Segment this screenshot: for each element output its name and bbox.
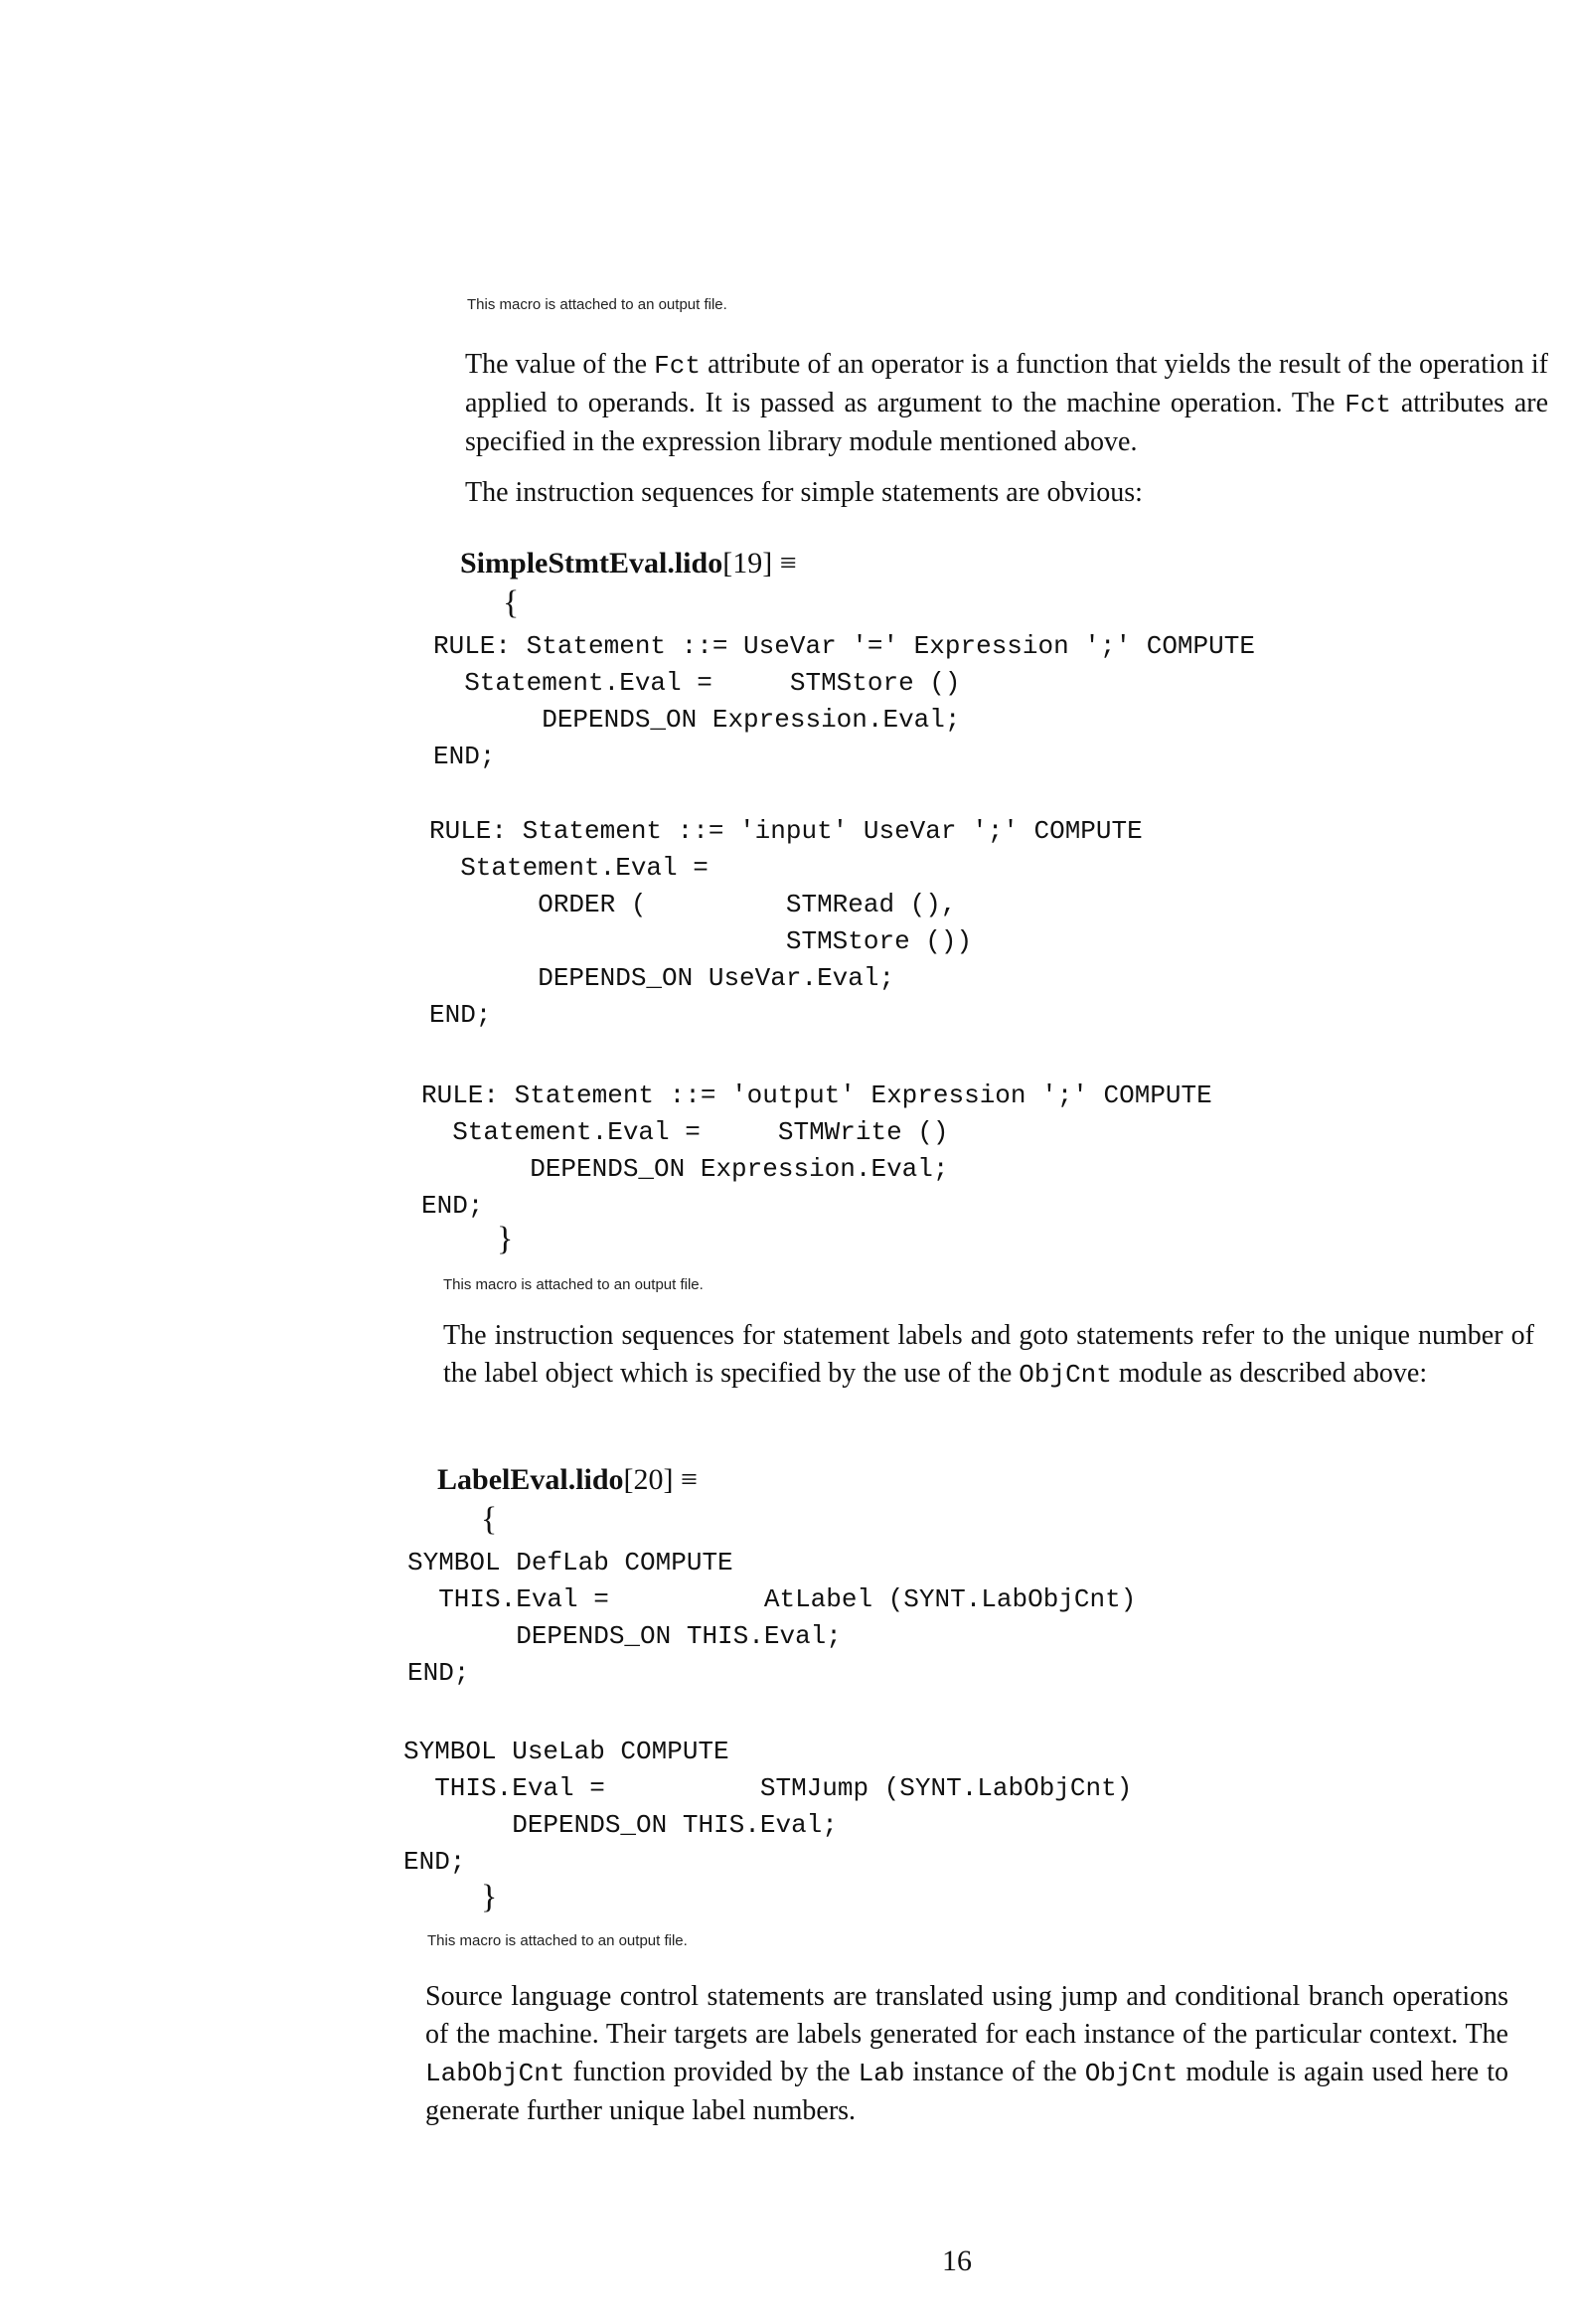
macro-close-brace: } [481,1879,498,1915]
code-block-input-statement: RULE: Statement ::= 'input' UseVar ';' COMPUTE Statement.Eval = ORDER ( STMRead (), STMStore ()) DEPENDS_ON UseVar.Eval; END; [429,816,1143,1030]
code-block-output-statement: RULE: Statement ::= 'output' Expression ';' COMPUTE Statement.Eval = STMWrite () DEPENDS_ON Expression.Eval; END; [421,1080,1212,1221]
paragraph-control-statements: Source language control statements are translated using jump and conditional branch operations of the machine. Their targets are labels generated for each instance of the particular context. The LabObjCnt function provided by the Lab instance of the ObjCnt module is again used here to generate further unique label numbers. [425,1981,1508,2126]
code-block-deflab-symbol: SYMBOL DefLab COMPUTE THIS.Eval = AtLabel (SYNT.LabObjCnt) DEPENDS_ON THIS.Eval; END; [407,1548,1137,1688]
macro-note: This macro is attached to an output file. [427,1932,688,1949]
macro-note: This macro is attached to an output file. [467,296,727,313]
paragraph-fct-attribute: The value of the Fct attribute of an operator is a function that yields the result of the operation if applied to operands. It is passed as argument to the machine operation. The Fct attributes are specified in the expression library module mentioned above. [465,349,1548,457]
paragraph-label-statements: The instruction sequences for statement labels and goto statements refer to the unique number of the label object which is specified by the use of the ObjCnt module as described above: [443,1320,1534,1390]
macro-open-brace: { [503,584,520,621]
macro-note: This macro is attached to an output file. [443,1276,704,1293]
macro-heading-simplestmteval: SimpleStmtEval.lido[19] ≡ [460,547,797,580]
macro-close-brace: } [497,1221,514,1257]
code-block-uselab-symbol: SYMBOL UseLab COMPUTE THIS.Eval = STMJump (SYNT.LabObjCnt) DEPENDS_ON THIS.Eval; END; [403,1737,1133,1877]
macro-open-brace: { [481,1501,498,1538]
code-block-assign-statement: RULE: Statement ::= UseVar '=' Expression ';' COMPUTE Statement.Eval = STMStore () DEPENDS_ON Expression.Eval; END; [433,631,1255,771]
paragraph-simple-statements: The instruction sequences for simple statements are obvious: [465,477,1143,508]
macro-heading-labeleval: LabelEval.lido[20] ≡ [437,1463,698,1496]
page-number: 16 [942,2244,972,2277]
